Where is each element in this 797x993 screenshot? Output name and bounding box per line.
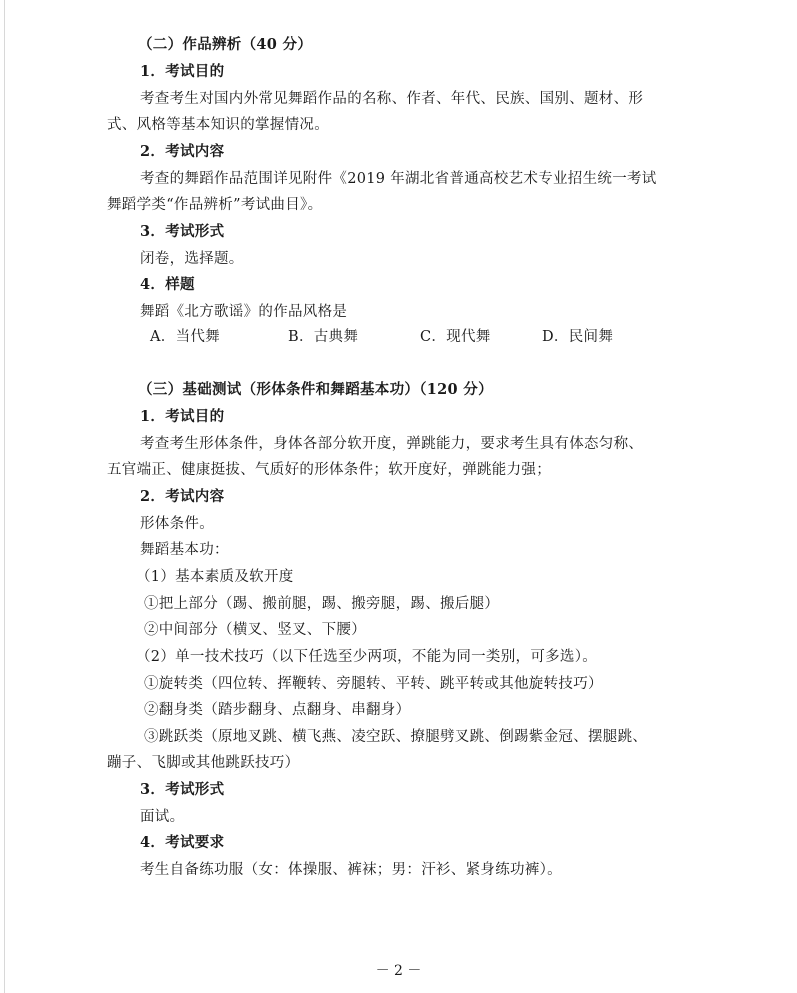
- section3-content-item: 舞蹈基本功：: [140, 542, 229, 558]
- section3-title: （三）基础测试（形体条件和舞蹈基本功）（120 分）: [138, 381, 493, 398]
- section2-purpose-line-1: 考查考生对国内外常见舞蹈作品的名称、作者、年代、民族、国别、题材、形: [140, 91, 644, 107]
- option-b: B．古典舞: [288, 329, 359, 345]
- section3-content-item: （2）单一技术技巧（以下任选至少两项，不能为同一类别，可多选）。: [136, 649, 598, 665]
- section3-purpose-line-2: 五官端正、健康挺拔、气质好的形体条件；软开度好，弹跳能力强；: [107, 462, 551, 478]
- section2-sample-heading: 4．样题: [140, 276, 195, 293]
- section3-content-item: ③跳跃类（原地叉跳、横飞燕、凌空跃、撩腿劈叉跳、倒踢紫金冠、摆腿跳、: [144, 729, 648, 745]
- option-a: A．当代舞: [150, 329, 220, 345]
- section3-purpose-heading: 1．考试目的: [140, 408, 225, 425]
- section3-form-heading: 3．考试形式: [140, 781, 225, 798]
- section2-purpose-heading: 1．考试目的: [140, 63, 225, 80]
- section3-purpose-line-1: 考查考生形体条件，身体各部分软开度，弹跳能力，要求考生具有体态匀称、: [140, 436, 644, 452]
- section2-content-line-2: 舞蹈学类“作品辨析”考试曲目》。: [107, 197, 323, 213]
- option-d: D．民间舞: [542, 329, 614, 345]
- section3-content-item: （1）基本素质及软开度: [136, 569, 294, 585]
- section3-content-item: ②翻身类（踏步翻身、点翻身、串翻身）: [144, 702, 411, 718]
- section3-content-item: ①把上部分（踢、搬前腿，踢、搬旁腿，踢、搬后腿）: [144, 596, 500, 612]
- section3-content-item: ②中间部分（横叉、竖叉、下腰）: [144, 622, 366, 638]
- section3-req-line: 考生自备练功服（女：体操服、裤袜；男：汗衫、紧身练功裤）。: [140, 862, 562, 878]
- section2-sample-question: 舞蹈《北方歌谣》的作品风格是: [140, 304, 348, 320]
- section3-content-heading: 2．考试内容: [140, 488, 225, 505]
- section2-purpose-line-2: 式、风格等基本知识的掌握情况。: [107, 117, 329, 133]
- page-number: － 2 －: [375, 963, 422, 979]
- section3-req-heading: 4．考试要求: [140, 834, 225, 851]
- option-c: C．现代舞: [420, 329, 491, 345]
- section2-form-heading: 3．考试形式: [140, 223, 225, 240]
- section3-content-item: ①旋转类（四位转、挥鞭转、旁腿转、平转、跳平转或其他旋转技巧）: [144, 676, 603, 692]
- section2-content-line-1: 考查的舞蹈作品范围详见附件《2019 年湖北省普通高校艺术专业招生统一考试: [140, 171, 657, 187]
- section3-content-item: 蹦子、飞脚或其他跳跃技巧）: [107, 755, 300, 771]
- page-left-edge: [4, 0, 5, 993]
- section2-form-line: 闭卷，选择题。: [140, 251, 244, 267]
- section3-form-line: 面试。: [140, 809, 185, 825]
- section2-content-heading: 2．考试内容: [140, 143, 225, 160]
- section2-title: （二）作品辨析（40 分）: [138, 36, 313, 53]
- section3-content-item: 形体条件。: [140, 516, 214, 532]
